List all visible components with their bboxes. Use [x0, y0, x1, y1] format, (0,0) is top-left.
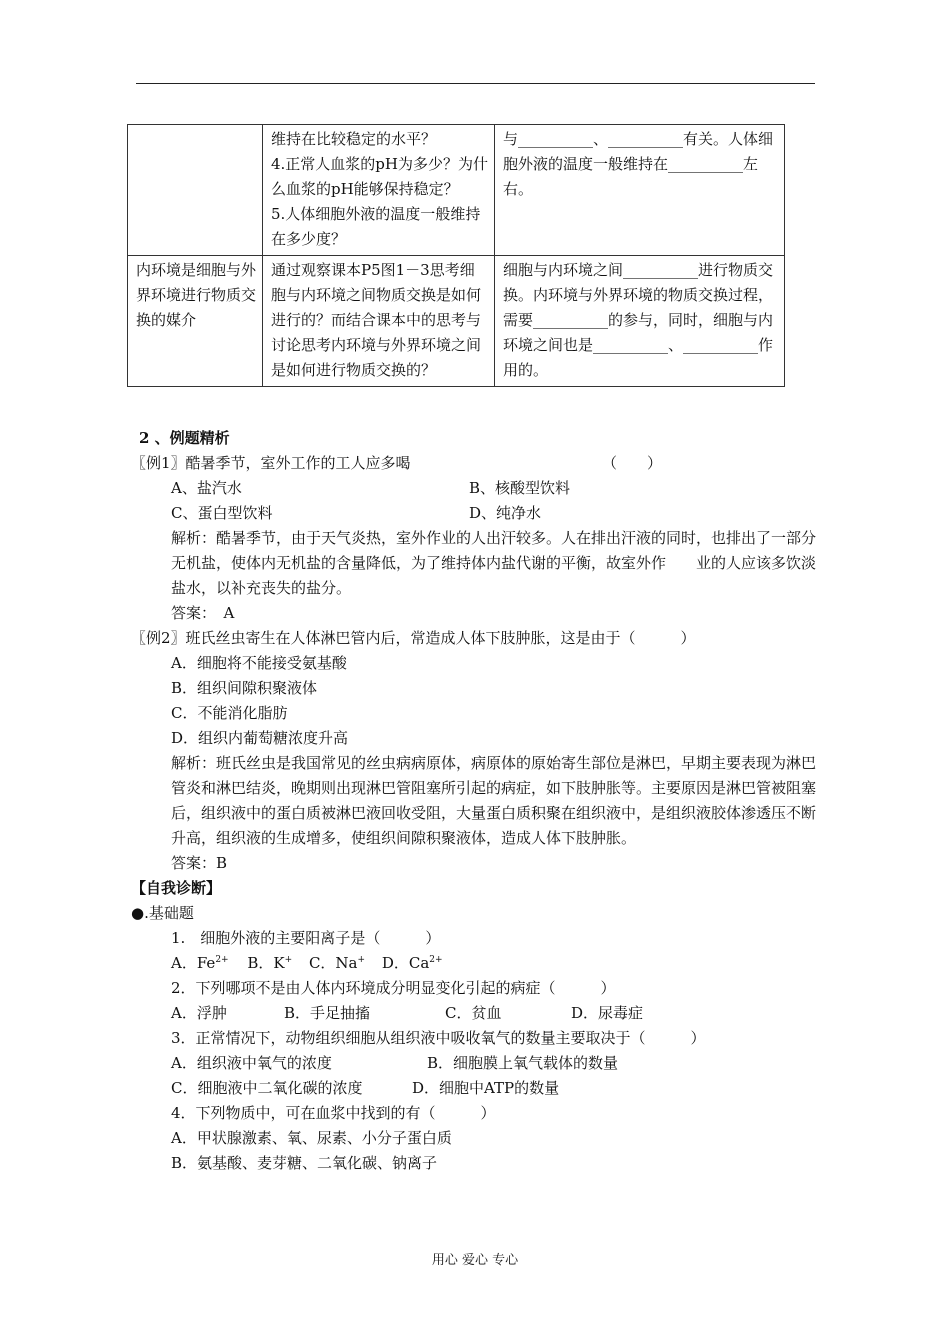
main-content: [131, 426, 829, 1176]
option: A．甲状腺激素、氧、尿素、小分子蛋白质: [171, 1129, 452, 1147]
question-4: 4．下列物质中，可在血浆中找到的有（ ）: [171, 1104, 496, 1122]
cell-text: 5.人体细胞外液的温度一般维持在多少度？: [271, 205, 481, 248]
option: B．手足抽搐: [284, 1004, 371, 1022]
option-row: [139, 1051, 829, 1076]
option: D．组织内葡萄糖浓度升高: [171, 729, 349, 747]
option: B．组织间隙积聚液体: [171, 679, 318, 697]
header-rule: [136, 83, 815, 84]
cell-text: 维持在比较稳定的水平？: [271, 130, 437, 148]
table-cell: [263, 125, 495, 256]
option-row: [139, 501, 829, 526]
option: A．浮肿: [171, 1004, 227, 1022]
section-heading: 2 、例题精析: [139, 429, 230, 447]
question-text: 〖例1〗酷暑季节，室外工作的工人应多喝: [131, 454, 411, 472]
table-cell: [128, 125, 263, 256]
option-row: [139, 951, 829, 976]
cell-text: 4.正常人血浆的pH为多少？为什么血浆的pH能够保持稳定？: [271, 155, 488, 198]
example-2-analysis: 解析：班氏丝虫是我国常见的丝虫病病原体，病原体的原始寄生部位是淋巴，早期主要表现为淋巴管炎和淋巴结炎，晚期则出现淋巴管阻塞所引起的病症，如下肢肿胀等。主要原因是淋巴管被阻塞后，组织液中的蛋白质被淋巴液回收受阻，大量蛋白质积聚在组织液中，是组织液胶体渗透压不断升高，组织液的生成增多，使组织间隙积聚液体，造成人体下肢肿胀。: [171, 754, 817, 847]
option-row: [139, 1001, 829, 1026]
example-2-answer: 答案：B: [171, 854, 228, 872]
option: B、核酸型饮料: [469, 479, 571, 497]
option: A．$Fe^{2+}$: [171, 954, 229, 972]
option: A、盐汽水: [171, 479, 242, 497]
option: A．组织液中氧气的浓度: [171, 1054, 332, 1072]
table-row: [128, 125, 785, 256]
page-footer: 用心 爱心 专心: [431, 1253, 519, 1268]
option-row: [139, 476, 829, 501]
answer-bracket: （ ）: [602, 454, 663, 472]
option: A．细胞将不能接受氨基酸: [171, 654, 347, 672]
option: B．细胞膜上氧气载体的数量: [427, 1054, 619, 1072]
option: B．K+: [247, 954, 293, 972]
content-table: [127, 124, 785, 387]
diagnosis-heading: 【自我诊断】: [131, 879, 222, 897]
option: D．$Ca^{2+}$: [381, 954, 443, 972]
option-row: [139, 1076, 829, 1101]
example-2-question: 〖例2〗班氏丝虫寄生在人体淋巴管内后，常造成人体下肢肿胀，这是由于（ ）: [131, 629, 696, 647]
option: C．细胞液中二氧化碳的浓度: [171, 1079, 363, 1097]
option: D、纯净水: [469, 504, 542, 522]
table-cell: 通过观察课本P5图1－3思考细胞与内环境之间物质交换是如何进行的？而结合课本中的思考与讨论思考内环境与外界环境之间是如何进行物质交换的？: [263, 256, 495, 387]
basic-heading: ●.基础题: [131, 904, 194, 922]
option: C、蛋白型饮料: [171, 504, 273, 522]
option: D．细胞中ATP的数量: [412, 1079, 560, 1097]
option: B．氨基酸、麦芽糖、二氧化碳、钠离子: [171, 1154, 438, 1172]
table-cell: 内环境是细胞与外界环境进行物质交换的媒介: [128, 256, 263, 387]
example-1-answer: 答案： A: [171, 604, 235, 622]
option: C．不能消化脂肪: [171, 704, 288, 722]
option: D．尿毒症: [571, 1004, 644, 1022]
option: C．Na+: [308, 954, 366, 972]
example-1-analysis: 解析：酷暑季节，由于天气炎热，室外作业的人出汗较多。人在排出汗液的同时，也排出了一部分无机盐，使体内无机盐的含量降低，为了维持体内盐代谢的平衡，故室外作 业的人应该多饮淡盐水，以补充丧失的盐分。: [171, 529, 817, 597]
table-cell: 与__________、__________有关。人体细胞外液的温度一般维持在__________左右。: [495, 125, 785, 256]
table-cell: 细胞与内环境之间__________进行物质交换。内环境与外界环境的物质交换过程，需要__________的参与，同时，细胞与内环境之间也是__________、__________作用的。: [495, 256, 785, 387]
example-1-question: [131, 451, 829, 476]
table-row: [128, 256, 785, 387]
question-1: 1. 细胞外液的主要阳离子是（ ）: [171, 929, 441, 947]
option: C．贫血: [445, 1004, 502, 1022]
question-3: 3．正常情况下，动物组织细胞从组织液中吸收氧气的数量主要取决于（ ）: [171, 1029, 706, 1047]
question-2: 2．下列哪项不是由人体内环境成分明显变化引起的病症（ ）: [171, 979, 616, 997]
